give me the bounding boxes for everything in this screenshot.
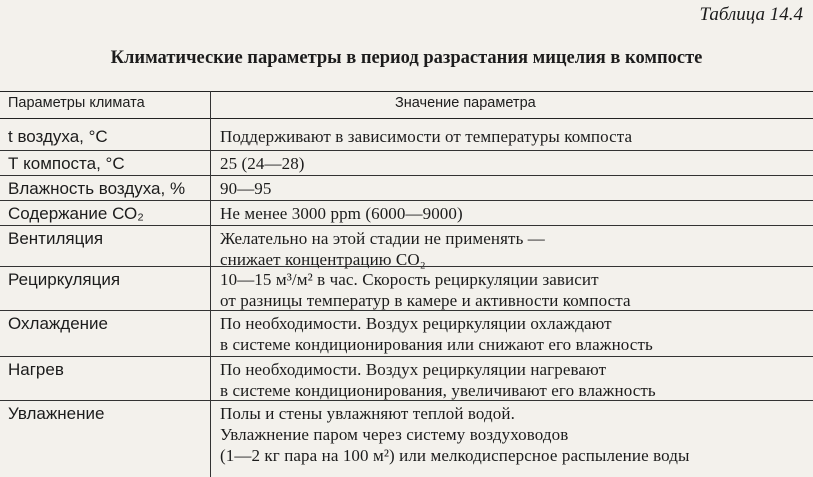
row-value: По необходимости. Воздух рециркуляции нагревают в системе кондиционирования, увеличивают его влажность	[220, 360, 656, 400]
row-name: Охлаждение	[8, 314, 108, 333]
row-value: Не менее 3000 ppm (6000—9000)	[220, 204, 463, 223]
row-name: Содержание СО₂	[8, 204, 144, 223]
row-value: 25 (24—28)	[220, 154, 305, 173]
column-divider	[210, 91, 211, 477]
header-param: Параметры климата	[8, 95, 145, 111]
row-value: Поддерживают в зависимости от температуры компоста	[220, 127, 633, 146]
row-divider	[0, 400, 813, 401]
row-value: По необходимости. Воздух рециркуляции охлаждают в системе кондиционирования или снижают его влажность	[220, 314, 653, 354]
row-divider	[0, 356, 813, 357]
header-value: Значение параметра	[395, 95, 536, 111]
row-name: Увлажнение	[8, 404, 105, 423]
row-name: Влажность воздуха, %	[8, 179, 186, 198]
row-divider	[0, 225, 813, 226]
row-divider	[0, 310, 813, 311]
table-number: Таблица 14.4	[699, 4, 803, 25]
row-value: Полы и стены увлажняют теплой водой. Увлажнение паром через систему воздуховодов (1—2 кг пара на 100 м²) или мелкодисперсное распыление воды	[220, 404, 690, 465]
table-title: Климатические параметры в период разрастания мицелия в компосте	[110, 48, 703, 68]
row-name: Нагрев	[8, 360, 64, 379]
row-divider	[0, 175, 813, 176]
row-name: t воздуха, °С	[8, 127, 108, 146]
row-name: Т компоста, °С	[8, 154, 125, 173]
header-bottom-rule	[0, 118, 813, 119]
row-divider	[0, 200, 813, 201]
row-value: 10—15 м³/м² в час. Скорость рециркуляции зависит от разницы температур в камере и активности компоста	[220, 270, 631, 310]
row-name: Рециркуляция	[8, 270, 121, 289]
row-value: Желательно на этой стадии не применять — снижает концентрацию СО₂	[220, 229, 545, 269]
header-top-rule	[0, 91, 813, 92]
row-divider	[0, 150, 813, 151]
row-value: 90—95	[220, 179, 272, 198]
row-name: Вентиляция	[8, 229, 104, 248]
row-divider	[0, 266, 813, 267]
